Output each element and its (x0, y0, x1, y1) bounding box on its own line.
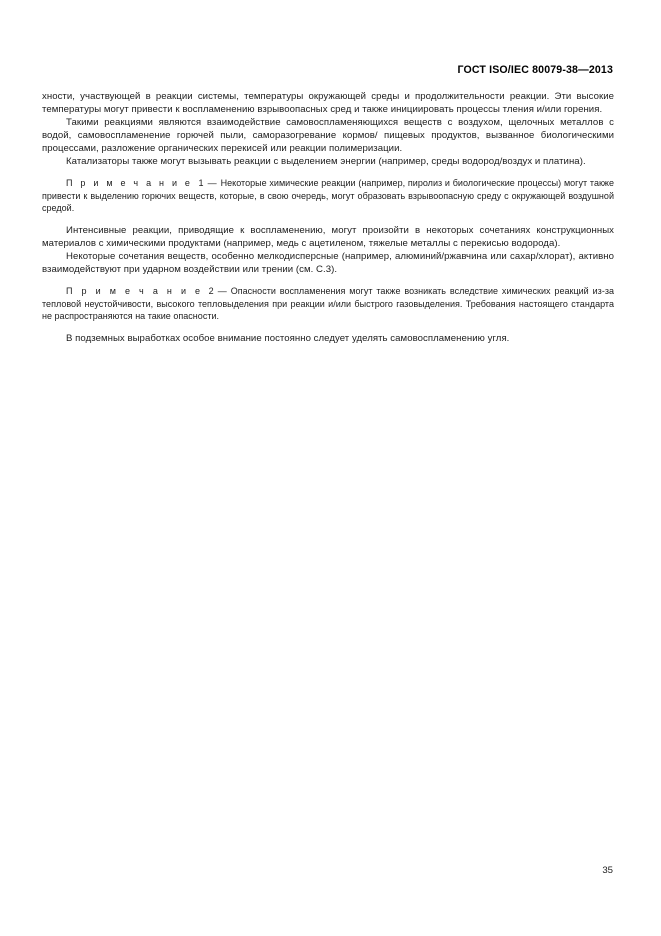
note-2 (42, 285, 614, 323)
paragraph-substance-combinations: Некоторые сочетания веществ, особенно мелкодисперсные (например, алюминий/ржавчина или сахар/хлорат), активно взаимодействуют при ударном воздействии или трении (см. С.3). (42, 251, 614, 276)
note-2-number: 2 (208, 286, 214, 297)
paragraph-continuation: хности, участвующей в реакции системы, температуры окружающей среды и продолжительности реакции. Эти высокие температуры могут привести к воспламенению взрывоопасных сред и также инициировать процессы тления и/или горения. (42, 91, 614, 116)
page-header-standard-number: ГОСТ ISO/IEC 80079-38—2013 (457, 64, 613, 76)
paragraph-underground-coal: В подземных выработках особое внимание постоянно следует уделять самовоспламенению угля. (66, 333, 510, 345)
note-1 (42, 177, 614, 215)
note-2-text: Опасности воспламенения могут также возникать вследствие химических реакций из-за тепловой неустойчивости, высокого тепловыделения при реакции и/или быстрого газовыделения. Требования настоящего стандарта не распространяются на такие опасности. (42, 286, 615, 322)
note-1-dash: — (207, 178, 217, 189)
document-body (42, 90, 614, 345)
note-2-dash: — (217, 286, 227, 297)
paragraph-intensive-reactions: Интенсивные реакции, приводящие к воспламенению, могут произойти в некоторых сочетаниях конструкционных материалов с химическими продуктами (например, медь с ацетиленом, тяжелые металлы с перекисью водорода). (42, 225, 614, 250)
paragraph-reactions: Такими реакциями являются взаимодействие самовоспламеняющихся веществ с воздухом, щелочных металлов с водой, самовоспламенение горючей пыли, саморазогревание кормов/ пищевых продуктов, вызванное биологическими процессами, разложение органических перекисей или реакции полимеризации. (42, 117, 614, 155)
paragraph-catalysts: Катализаторы также могут вызывать реакции с выделением энергии (например, среды водород/воздух и платина). (66, 156, 586, 168)
note-1-label: П р и м е ч а н и е (66, 178, 193, 189)
note-1-text: Некоторые химические реакции (например, пиролиз и биологические процессы) могут также привести к выделению горючих веществ, которые, в свою очередь, могут образовать взрывоопасную среду с окружающей воздушной средой. (42, 178, 614, 214)
note-2-label: П р и м е ч а н и е (66, 286, 203, 297)
page-number: 35 (602, 865, 613, 876)
note-1-number: 1 (198, 178, 204, 189)
